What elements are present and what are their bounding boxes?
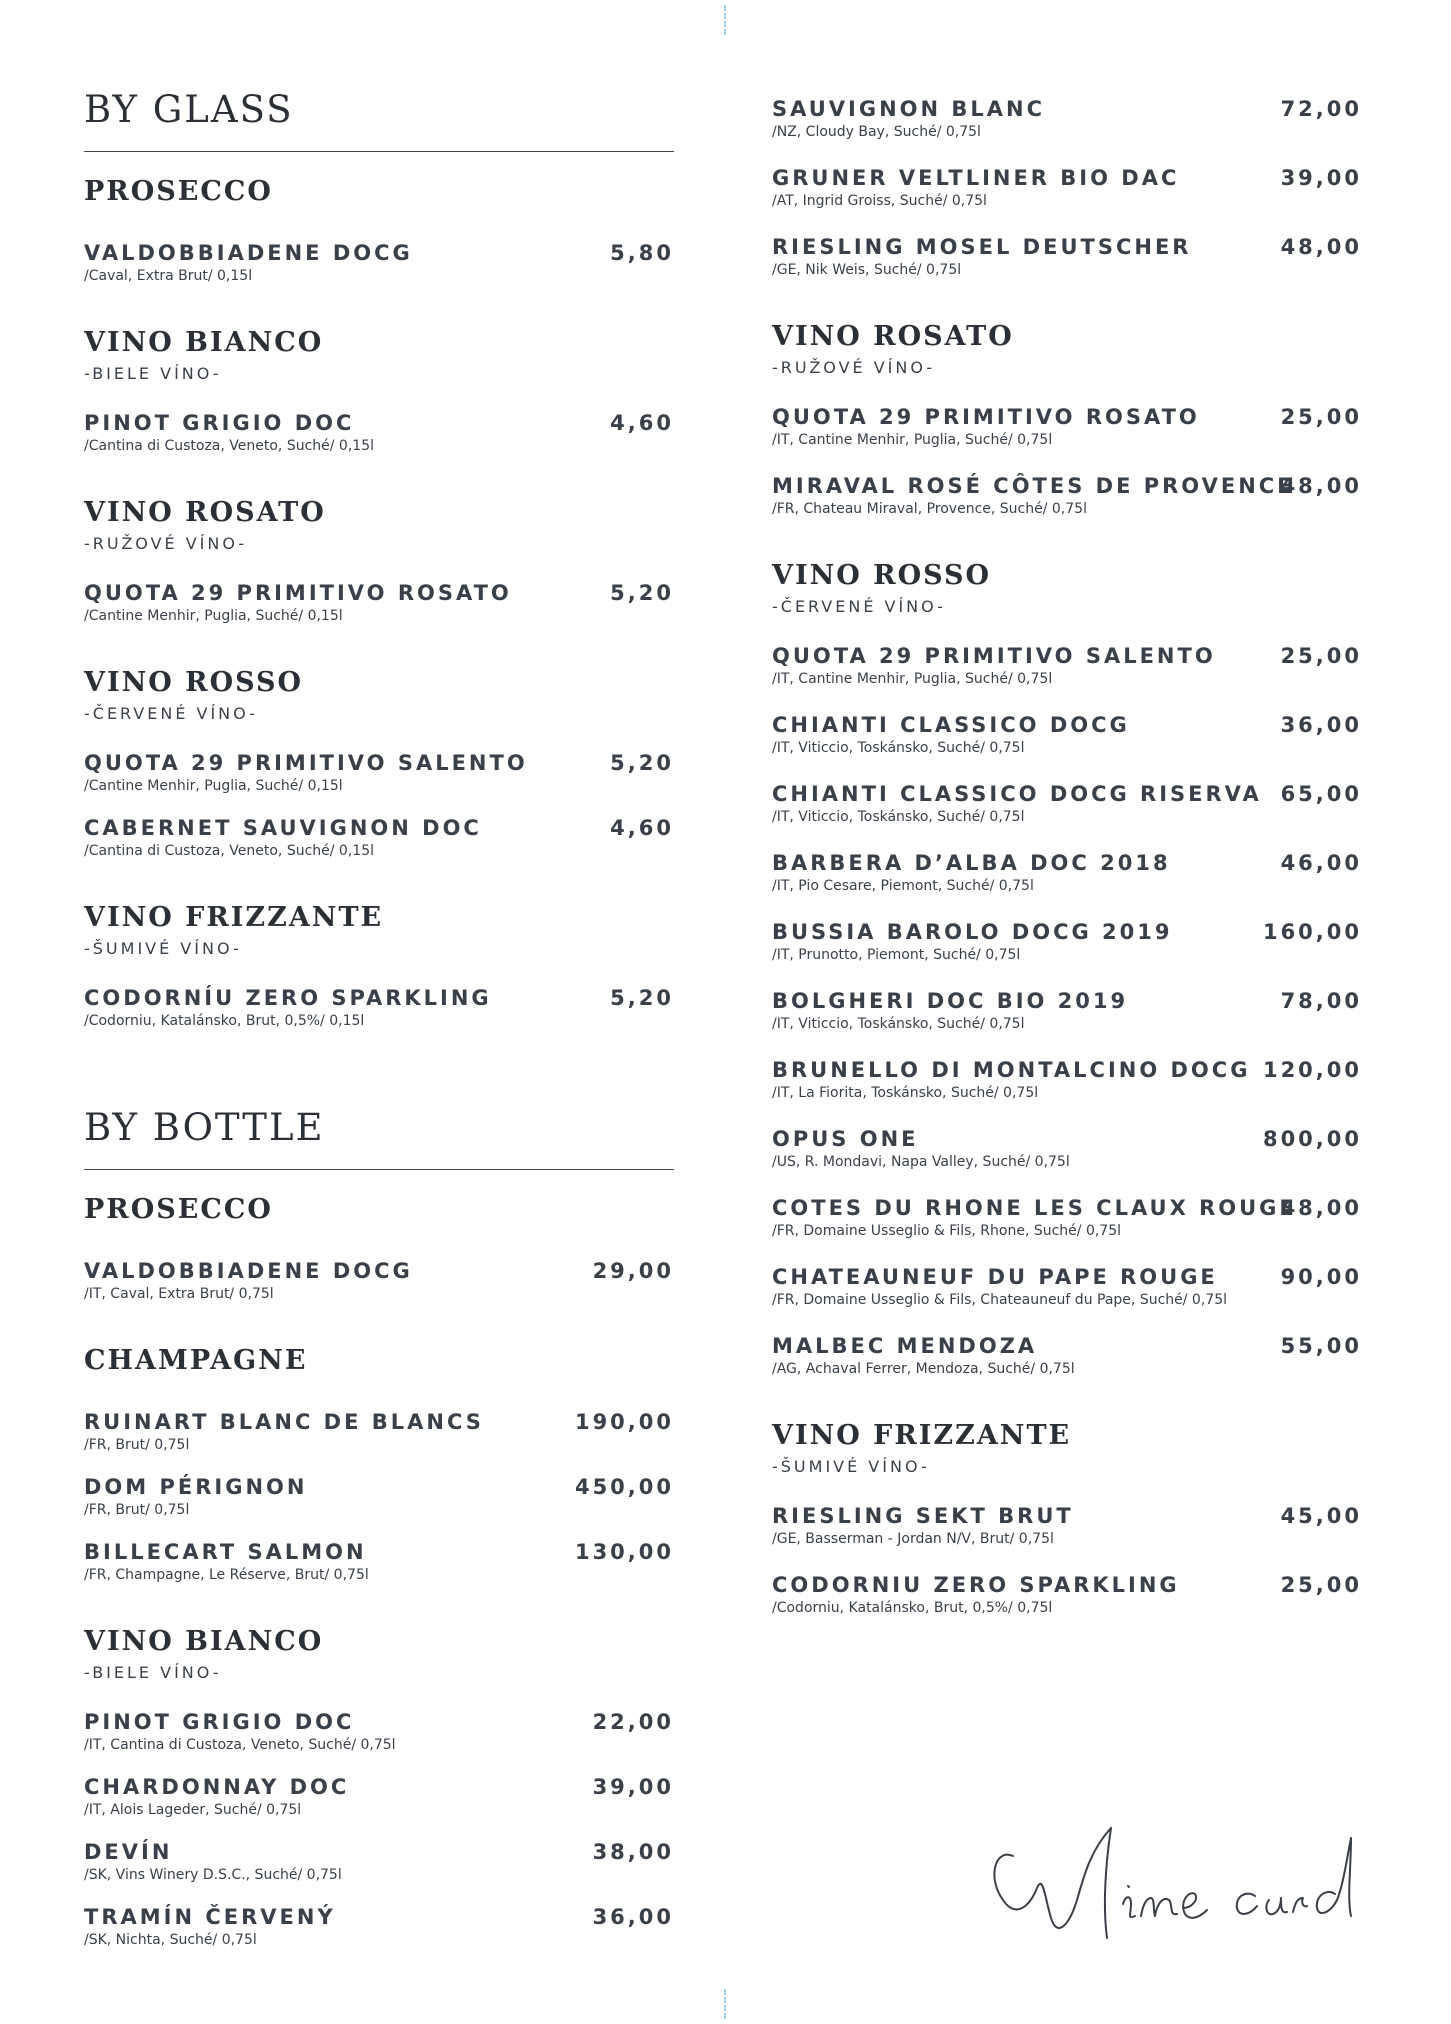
- wine-item: [772, 1572, 1362, 1617]
- wine-price: 25,00: [1280, 405, 1362, 429]
- wine-name: RUINART BLANC DE BLANCS: [84, 1410, 484, 1434]
- wine-price: 45,00: [1280, 1504, 1362, 1528]
- wine-name: CODORNIU ZERO SPARKLING: [772, 1573, 1180, 1597]
- wine-name: CHARDONNAY DOC: [84, 1775, 350, 1799]
- wine-description: /IT, Viticcio, Toskánsko, Suché/ 0,75l: [772, 740, 1025, 756]
- crop-mark-top: [724, 5, 726, 35]
- menu-group-vino-bianco: [84, 1624, 674, 1949]
- wine-name: GRUNER VELTLINER BIO DAC: [772, 166, 1180, 190]
- wine-description: /Caval, Extra Brut/ 0,15l: [84, 268, 253, 284]
- by-bottle-heading: BY BOTTLE: [84, 1106, 325, 1149]
- group-title: VINO FRIZZANTE: [84, 902, 384, 933]
- wine-name: BRUNELLO DI MONTALCINO DOCG: [772, 1058, 1251, 1082]
- wine-item: [772, 850, 1362, 895]
- wine-price: 38,00: [592, 1840, 674, 1864]
- wine-item: [772, 165, 1362, 210]
- wine-description: /Cantina di Custoza, Veneto, Suché/ 0,15l: [84, 438, 374, 454]
- wine-price: 39,00: [592, 1775, 674, 1799]
- group-title: VINO ROSSO: [772, 560, 992, 591]
- wine-name: CABERNET SAUVIGNON DOC: [84, 816, 482, 840]
- wine-item: [772, 96, 1362, 141]
- wine-description: /GE, Nik Weis, Suché/ 0,75l: [772, 262, 962, 278]
- wine-item: [772, 643, 1362, 688]
- wine-description: /Cantina di Custoza, Veneto, Suché/ 0,15l: [84, 843, 374, 859]
- wine-description: /FR, Domaine Usseglio & Fils, Rhone, Suché/ 0,75l: [772, 1223, 1122, 1239]
- wine-description: /IT, Alois Lageder, Suché/ 0,75l: [84, 1802, 302, 1818]
- wine-description: /IT, Prunotto, Piemont, Suché/ 0,75l: [772, 947, 1021, 963]
- group-subtitle: -BIELE VÍNO-: [84, 1663, 222, 1682]
- wine-name: VALDOBBIADENE DOCG: [84, 241, 413, 265]
- wine-description: /IT, Viticcio, Toskánsko, Suché/ 0,75l: [772, 1016, 1025, 1032]
- wine-price: 5,20: [610, 986, 674, 1010]
- wine-description: /IT, Cantine Menhir, Puglia, Suché/ 0,75l: [772, 432, 1053, 448]
- wine-description: /IT, Cantina di Custoza, Veneto, Suché/ 0,75l: [84, 1737, 396, 1753]
- wine-item: [772, 781, 1362, 826]
- group-title: PROSECCO: [84, 1194, 273, 1225]
- wine-description: /NZ, Cloudy Bay, Suché/ 0,75l: [772, 124, 981, 140]
- wine-name: RIESLING SEKT BRUT: [772, 1504, 1074, 1528]
- wine-item: [772, 1264, 1362, 1309]
- wine-name: COTES DU RHONE LES CLAUX ROUGE: [772, 1196, 1297, 1220]
- group-title: VINO FRIZZANTE: [772, 1420, 1072, 1451]
- wine-price: 72,00: [1280, 97, 1362, 121]
- group-subtitle: -ČERVENÉ VÍNO-: [84, 704, 258, 723]
- group-subtitle: -RUŽOVÉ VÍNO-: [772, 358, 936, 377]
- wine-item: [84, 1539, 674, 1584]
- bottle-continued-groups: [772, 96, 1362, 1617]
- wine-item: [772, 1333, 1362, 1378]
- wine-price: 39,00: [1280, 166, 1362, 190]
- wine-price: 800,00: [1262, 1127, 1362, 1151]
- menu-group-prosecco: [84, 1192, 674, 1303]
- group-subtitle: -ŠUMIVÉ VÍNO-: [772, 1457, 930, 1476]
- wine-description: /IT, Viticcio, Toskánsko, Suché/ 0,75l: [772, 809, 1025, 825]
- wine-description: /SK, Vins Winery D.S.C., Suché/ 0,75l: [84, 1867, 342, 1883]
- group-title: PROSECCO: [84, 176, 273, 207]
- wine-description: /US, R. Mondavi, Napa Valley, Suché/ 0,75l: [772, 1154, 1070, 1170]
- menu-group-vino-bianco: [84, 325, 674, 455]
- wine-price: 48,00: [1280, 474, 1362, 498]
- wine-price: 36,00: [592, 1905, 674, 1929]
- wine-description: /FR, Chateau Miraval, Provence, Suché/ 0,75l: [772, 501, 1087, 517]
- group-title: VINO ROSATO: [772, 321, 1014, 352]
- wine-description: /SK, Nichta, Suché/ 0,75l: [84, 1932, 257, 1948]
- wine-description: /AG, Achaval Ferrer, Mendoza, Suché/ 0,75l: [772, 1361, 1075, 1377]
- group-title: VINO BIANCO: [84, 1626, 324, 1657]
- menu-group-vino-frizzante: [84, 900, 674, 1030]
- wine-name: QUOTA 29 PRIMITIVO ROSATO: [84, 581, 512, 605]
- wine-name: CHIANTI CLASSICO DOCG: [772, 713, 1130, 737]
- wine-name: PINOT GRIGIO DOC: [84, 411, 355, 435]
- wine-name: BUSSIA BAROLO DOCG 2019: [772, 920, 1173, 944]
- by-bottle-groups: [84, 1192, 674, 1949]
- wine-description: /FR, Brut/ 0,75l: [84, 1437, 190, 1453]
- wine-item: [84, 240, 674, 285]
- wine-name: PINOT GRIGIO DOC: [84, 1710, 355, 1734]
- wine-item: [84, 580, 674, 625]
- wine-description: /FR, Domaine Usseglio & Fils, Chateauneuf du Pape, Suché/ 0,75l: [772, 1292, 1227, 1308]
- wine-price: 46,00: [1280, 851, 1362, 875]
- by-glass-rule: [84, 151, 674, 152]
- wine-item: [84, 1904, 674, 1949]
- wine-item: [772, 1503, 1362, 1548]
- crop-mark-bottom: [724, 1989, 726, 2019]
- wine-item: [84, 750, 674, 795]
- wine-price: 90,00: [1280, 1265, 1362, 1289]
- wine-item: [84, 410, 674, 455]
- wine-description: /IT, Pio Cesare, Piemont, Suché/ 0,75l: [772, 878, 1034, 894]
- wine-name: CHIANTI CLASSICO DOCG RISERVA: [772, 782, 1262, 806]
- wine-price: 5,80: [610, 241, 674, 265]
- group-subtitle: -ŠUMIVÉ VÍNO-: [84, 939, 242, 958]
- group-subtitle: -ČERVENÉ VÍNO-: [772, 597, 946, 616]
- wine-item: [772, 1057, 1362, 1102]
- wine-name: OPUS ONE: [772, 1127, 919, 1151]
- wine-name: DEVÍN: [84, 1840, 173, 1864]
- wine-description: /GE, Basserman - Jordan N/V, Brut/ 0,75l: [772, 1531, 1054, 1547]
- wine-description: /Cantine Menhir, Puglia, Suché/ 0,15l: [84, 778, 343, 794]
- wine-item: [84, 1839, 674, 1884]
- wine-description: /Codorniu, Katalánsko, Brut, 0,5%/ 0,75l: [772, 1600, 1053, 1616]
- wine-item: [772, 473, 1362, 518]
- wine-name: BOLGHERI DOC BIO 2019: [772, 989, 1129, 1013]
- wine-price: 25,00: [1280, 1573, 1362, 1597]
- wine-item: [772, 404, 1362, 449]
- wine-name: QUOTA 29 PRIMITIVO SALENTO: [772, 644, 1216, 668]
- wine-price: 25,00: [1280, 644, 1362, 668]
- menu-group: [772, 96, 1362, 279]
- wine-card-signature: [985, 1808, 1365, 1958]
- group-title: VINO ROSSO: [84, 667, 304, 698]
- wine-price: 22,00: [592, 1710, 674, 1734]
- wine-item: [772, 919, 1362, 964]
- wine-name: RIESLING MOSEL DEUTSCHER: [772, 235, 1192, 259]
- wine-description: /IT, Cantine Menhir, Puglia, Suché/ 0,75l: [772, 671, 1053, 687]
- wine-price: 450,00: [574, 1475, 674, 1499]
- group-subtitle: -BIELE VÍNO-: [84, 364, 222, 383]
- wine-price: 5,20: [610, 581, 674, 605]
- wine-name: MIRAVAL ROSÉ CÔTES DE PROVENCE: [772, 474, 1295, 498]
- wine-item: [84, 1709, 674, 1754]
- wine-name: VALDOBBIADENE DOCG: [84, 1259, 413, 1283]
- group-title: VINO BIANCO: [84, 327, 324, 358]
- wine-item: [84, 1258, 674, 1303]
- wine-name: MALBEC MENDOZA: [772, 1334, 1038, 1358]
- wine-description: /IT, Caval, Extra Brut/ 0,75l: [84, 1286, 274, 1302]
- wine-price: 4,60: [610, 816, 674, 840]
- wine-description: /AT, Ingrid Groiss, Suché/ 0,75l: [772, 193, 987, 209]
- wine-price: 5,20: [610, 751, 674, 775]
- group-subtitle: -RUŽOVÉ VÍNO-: [84, 534, 248, 553]
- wine-price: 29,00: [592, 1259, 674, 1283]
- wine-price: 78,00: [1280, 989, 1362, 1013]
- by-bottle-rule: [84, 1169, 674, 1170]
- wine-name: QUOTA 29 PRIMITIVO SALENTO: [84, 751, 528, 775]
- wine-price: 160,00: [1262, 920, 1362, 944]
- wine-price: 65,00: [1280, 782, 1362, 806]
- by-bottle-section: [84, 1106, 674, 1949]
- wine-description: /FR, Champagne, Le Réserve, Brut/ 0,75l: [84, 1567, 369, 1583]
- wine-price: 190,00: [574, 1410, 674, 1434]
- bottle-continued-section: [772, 96, 1362, 1617]
- menu-group-vino-rosso: [772, 558, 1362, 1378]
- wine-item: [84, 985, 674, 1030]
- wine-name: SAUVIGNON BLANC: [772, 97, 1046, 121]
- menu-group-champagne: [84, 1343, 674, 1584]
- wine-name: BILLECART SALMON: [84, 1540, 367, 1564]
- wine-description: /Codorniu, Katalánsko, Brut, 0,5%/ 0,15l: [84, 1013, 365, 1029]
- wine-price: 130,00: [574, 1540, 674, 1564]
- wine-description: /Cantine Menhir, Puglia, Suché/ 0,15l: [84, 608, 343, 624]
- wine-description: /IT, La Fiorita, Toskánsko, Suché/ 0,75l: [772, 1085, 1039, 1101]
- wine-price: 55,00: [1280, 1334, 1362, 1358]
- menu-group-vino-frizzante: [772, 1418, 1362, 1617]
- menu-group-vino-rosso: [84, 665, 674, 860]
- menu-group-vino-rosato: [772, 319, 1362, 518]
- wine-name: QUOTA 29 PRIMITIVO ROSATO: [772, 405, 1200, 429]
- wine-description: /FR, Brut/ 0,75l: [84, 1502, 190, 1518]
- by-glass-section: [84, 88, 674, 1030]
- wine-price: 48,00: [1280, 235, 1362, 259]
- wine-name: BARBERA D’ALBA DOC 2018: [772, 851, 1171, 875]
- wine-price: 36,00: [1280, 713, 1362, 737]
- wine-item: [772, 234, 1362, 279]
- wine-item: [772, 988, 1362, 1033]
- wine-price: 120,00: [1262, 1058, 1362, 1082]
- menu-group-prosecco: [84, 174, 674, 285]
- wine-item: [84, 1774, 674, 1819]
- wine-price: 48,00: [1280, 1196, 1362, 1220]
- wine-item: [84, 1474, 674, 1519]
- by-glass-groups: [84, 174, 674, 1030]
- wine-item: [772, 1195, 1362, 1240]
- group-title: VINO ROSATO: [84, 497, 326, 528]
- wine-item: [84, 815, 674, 860]
- group-title: CHAMPAGNE: [84, 1345, 308, 1376]
- wine-name: CODORNÍU ZERO SPARKLING: [84, 986, 492, 1010]
- wine-name: CHATEAUNEUF DU PAPE ROUGE: [772, 1265, 1218, 1289]
- by-glass-heading: BY GLASS: [84, 88, 294, 131]
- wine-item: [84, 1409, 674, 1454]
- wine-name: DOM PÉRIGNON: [84, 1475, 308, 1499]
- wine-price: 4,60: [610, 411, 674, 435]
- wine-item: [772, 1126, 1362, 1171]
- menu-group-vino-rosato: [84, 495, 674, 625]
- wine-name: TRAMÍN ČERVENÝ: [84, 1905, 336, 1929]
- wine-item: [772, 712, 1362, 757]
